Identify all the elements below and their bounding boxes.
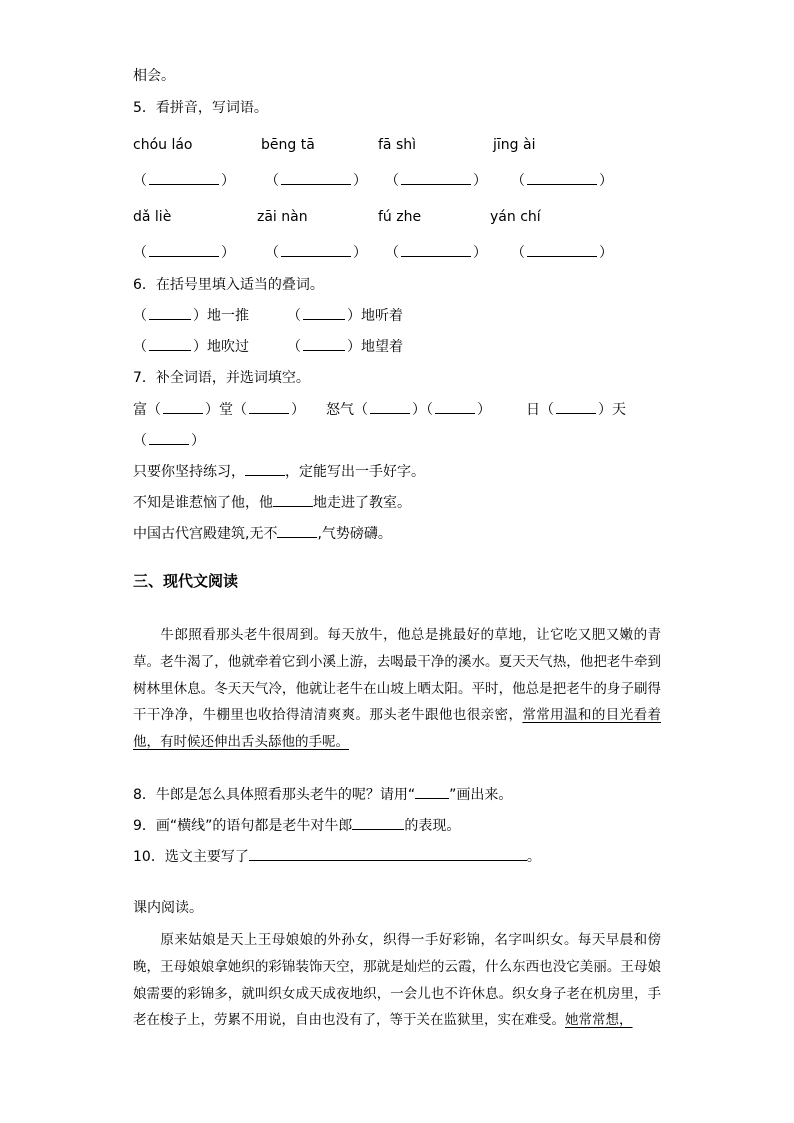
pinyin-8: yán chí xyxy=(490,209,541,225)
answer-box-4[interactable]: （ ） xyxy=(511,170,613,191)
reduplication-blank-4[interactable]: （ ）地望着 xyxy=(287,336,403,357)
question-9: 9．画“横线”的语句都是老牛对牛郎 的表现。 xyxy=(133,815,460,836)
fill-blank-2[interactable] xyxy=(273,492,313,507)
fill-sentence-3: 中国古代宫殿建筑,无不 ,气势磅礴。 xyxy=(133,523,392,544)
pinyin-6: zāi nàn xyxy=(257,209,308,225)
question-8: 8．牛郎是怎么具体照看那头老牛的呢？请用“ ”画出来。 xyxy=(133,784,512,805)
answer-box-1[interactable]: （ ） xyxy=(133,170,235,191)
idiom-3-tail[interactable]: （ ） xyxy=(133,430,205,451)
pinyin-7: fú zhe xyxy=(378,209,422,225)
reduplication-blank-3[interactable]: （ ）地吹过 xyxy=(133,336,249,357)
idiom-1[interactable]: 富（ ）堂（ ） xyxy=(133,399,305,420)
pinyin-4: jīng ài xyxy=(493,137,536,153)
answer-blank-9[interactable] xyxy=(352,815,404,830)
underlined-phrase: 她常常想， xyxy=(565,1012,633,1029)
pinyin-3: fā shì xyxy=(378,137,417,153)
pinyin-1: chóu láo xyxy=(133,137,193,153)
question-7-title: 7．补全词语，并选词填空。 xyxy=(133,370,310,386)
idiom-2[interactable]: 怒气（ ）（ ） xyxy=(326,399,491,420)
answer-box-5[interactable]: （ ） xyxy=(133,242,235,263)
answer-blank-10[interactable] xyxy=(249,846,527,861)
reading-passage-1: 牛郎照看那头老牛很周到。每天放牛，他总是挑最好的草地，让它吃又肥又嫩的青草。老牛渴了，他就牵着它到小溪上游，去喝最干净的溪水。夏天天气热，他把老牛牵到树林里休息。冬天天气冷，他就让老牛在山坡上晒太阳。平时，他总是把老牛的身子刷得干干净净，牛棚里也收拾得清清爽爽。那头老牛跟他也很亲密，常常用温和的目光看着他，有时候还伸出舌头舔他的手呢。 xyxy=(133,627,662,751)
fill-sentence-2: 不知是谁惹恼了他，他 地走进了教室。 xyxy=(133,492,411,513)
answer-box-3[interactable]: （ ） xyxy=(385,170,487,191)
fill-blank-3[interactable] xyxy=(277,523,317,538)
answer-box-8[interactable]: （ ） xyxy=(511,242,613,263)
fill-blank-1[interactable] xyxy=(245,461,285,476)
in-class-reading-label: 课内阅读。 xyxy=(133,900,203,916)
question-6-title: 6．在括号里填入适当的叠词。 xyxy=(133,277,324,293)
underlined-sentence: 常常用温和的目光看着他，有时候还伸出舌头舔他的手呢。 xyxy=(133,707,662,751)
reduplication-blank-2[interactable]: （ ）地听着 xyxy=(287,305,403,326)
reduplication-blank-1[interactable]: （ ）地一推 xyxy=(133,305,249,326)
idiom-3[interactable]: 日（ ）天 xyxy=(526,399,626,420)
answer-box-2[interactable]: （ ） xyxy=(265,170,367,191)
section-heading-reading: 三、现代文阅读 xyxy=(133,572,239,590)
reading-passage-2: 原来姑娘是天上王母娘娘的外孙女，织得一手好彩锦，名字叫织女。每天早晨和傍晚，王母娘娘拿她织的彩锦装饰天空，那就是灿烂的云霞，什么东西也没它美丽。王母娘娘需要的彩锦多，就叫织女成天成夜地织，一会儿也不许休息。织女身子老在机房里，手老在梭子上，劳累不用说，自由也没有了，等于关在监狱里，实在难受。她常常想， xyxy=(133,932,661,1029)
pinyin-5: dǎ liè xyxy=(133,209,172,225)
question-5-title: 5．看拼音，写词语。 xyxy=(133,100,268,116)
answer-box-6[interactable]: （ ） xyxy=(265,242,367,263)
previous-passage-tail: 相会。 xyxy=(133,68,175,84)
answer-box-7[interactable]: （ ） xyxy=(385,242,487,263)
fill-sentence-1: 只要你坚持练习， ，定能写出一手好字。 xyxy=(133,461,425,482)
question-10: 10．选文主要写了 。 xyxy=(133,846,541,867)
pinyin-2: bēng tā xyxy=(261,137,315,153)
